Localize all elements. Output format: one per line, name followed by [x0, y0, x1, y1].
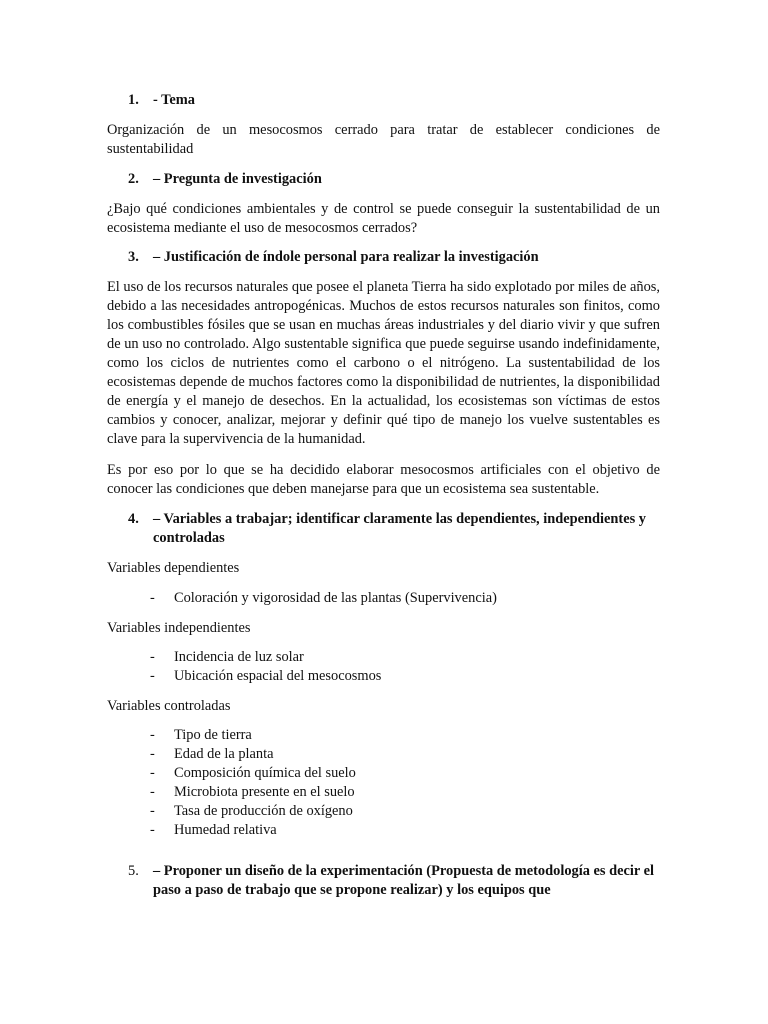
list-dash: -	[150, 784, 155, 800]
list-item	[150, 667, 630, 686]
list-item	[150, 745, 630, 764]
list-dash: -	[150, 822, 155, 838]
list-item-text: Tasa de producción de oxígeno	[174, 803, 353, 819]
list-dash: -	[150, 649, 155, 665]
list-item	[150, 589, 630, 608]
heading-number: 1.	[128, 92, 139, 108]
label-variables-controladas: Variables controladas	[107, 698, 231, 714]
list-item	[150, 648, 630, 667]
heading-diseno	[128, 862, 668, 900]
heading-number: 5.	[128, 863, 139, 879]
label-variables-independientes: Variables independientes	[107, 620, 251, 636]
list-item-text: Composición química del suelo	[174, 765, 356, 781]
heading-pregunta	[128, 170, 668, 189]
paragraph-tema: Organización de un mesocosmos cerrado para tratar de establecer condiciones de sustentabilidad	[107, 122, 660, 157]
paragraph-pregunta: ¿Bajo qué condiciones ambientales y de control se puede conseguir la sustentabilidad de un ecosistema mediante el uso de mesocosmos cerrados?	[107, 201, 660, 236]
heading-title: – Pregunta de investigación	[153, 171, 322, 187]
list-dash: -	[150, 746, 155, 762]
list-variables-dependientes	[150, 589, 630, 608]
list-item	[150, 726, 630, 745]
list-dash: -	[150, 803, 155, 819]
list-item-text: Humedad relativa	[174, 822, 277, 838]
heading-title: – Variables a trabajar; identificar claramente las dependientes, independientes y controladas	[153, 511, 646, 546]
list-item-text: Microbiota presente en el suelo	[174, 784, 355, 800]
list-item-text: Incidencia de luz solar	[174, 649, 304, 665]
heading-number: 3.	[128, 249, 139, 265]
list-item	[150, 783, 630, 802]
list-item	[150, 764, 630, 783]
list-variables-controladas	[150, 726, 630, 840]
heading-number: 4.	[128, 511, 139, 527]
list-item-text: Tipo de tierra	[174, 727, 252, 743]
list-item	[150, 802, 630, 821]
heading-variables	[128, 510, 668, 548]
label-variables-dependientes: Variables dependientes	[107, 560, 240, 576]
list-item	[150, 821, 630, 840]
list-item-text: Ubicación espacial del mesocosmos	[174, 668, 382, 684]
list-dash: -	[150, 668, 155, 684]
heading-number: 2.	[128, 171, 139, 187]
paragraph-justificacion-1: El uso de los recursos naturales que posee el planeta Tierra ha sido explotado por miles de años, debido a las necesidades antropogénicas. Muchos de estos recursos naturales son finitos, como los combustibles fósiles que se usan en muchas áreas industriales y del diario vivir y que sufren de un uso no controlado. Algo sustentable significa que puede seguirse usando indefinidamente, como los ciclos de nutrientes como el carbono o el nitrógeno. La sustentabilidad de los ecosistemas depende de muchos factores como la disponibilidad de nutrientes, la disponibilidad de energía y el manejo de desechos. En la actualidad, los ecosistemas son víctimas de estos cambios y conocer, analizar, mejorar y definir qué tipo de manejo los vuelve sustentables es clave para la supervivencia de la humanidad.	[107, 279, 660, 447]
paragraph-justificacion-2: Es por eso por lo que se ha decidido elaborar mesocosmos artificiales con el objetivo de conocer las condiciones que deben manejarse para que un ecosistema sea sustentable.	[107, 462, 660, 497]
heading-title: - Tema	[153, 92, 195, 108]
heading-title: – Proponer un diseño de la experimentación (Propuesta de metodología es decir el paso a paso de trabajo que se propone realizar) y los equipos que	[153, 863, 654, 898]
heading-title: – Justificación de índole personal para realizar la investigación	[153, 249, 539, 265]
heading-tema	[128, 91, 668, 110]
list-variables-independientes	[150, 648, 630, 686]
list-item-text: Edad de la planta	[174, 746, 274, 762]
list-dash: -	[150, 727, 155, 743]
list-dash: -	[150, 765, 155, 781]
heading-justificacion	[128, 248, 668, 267]
list-dash: -	[150, 590, 155, 606]
list-item-text: Coloración y vigorosidad de las plantas (Supervivencia)	[174, 590, 497, 606]
